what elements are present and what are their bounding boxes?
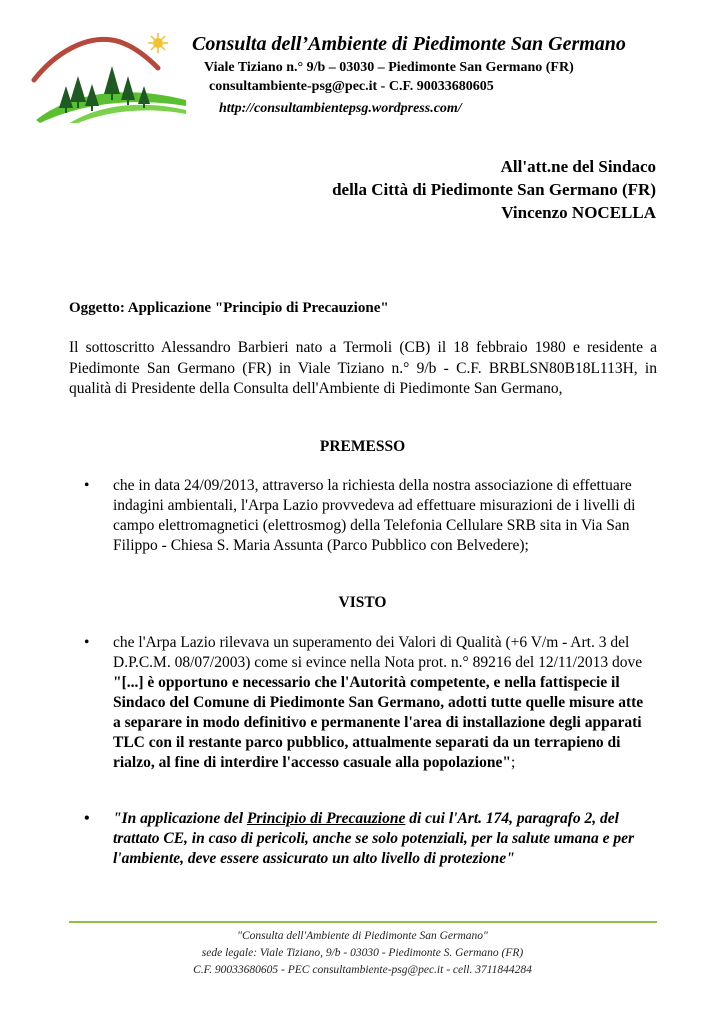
- bullet-icon: •: [84, 634, 90, 651]
- list-item: [84, 633, 650, 773]
- list-item-plain-text: che l'Arpa Lazio rilevava un superamento dei Valori di Qualità (+6 V/m - Art. 3 del D.P.C.M. 08/07/2003) come si evince nella Nota prot. n.° 89216 del 12/11/2013 dove: [113, 634, 643, 671]
- letterhead-address: Viale Tiziano n.° 9/b – 03030 – Piedimonte San Germano (FR): [204, 60, 574, 75]
- addressee-line: della Città di Piedimonte San Germano (FR): [332, 180, 656, 199]
- footer: [0, 928, 725, 979]
- list-item-text: [113, 809, 650, 869]
- quote-start: "In applicazione del: [113, 810, 247, 827]
- quoted-excerpt: "[...] è opportuno e necessario che l'Autorità competente, e nella fattispecie il Sindaco del Comune di Piedimonte San Germano, adotti tutte quelle misure atte a separare in modo definitivo e permanente l'area di installazione degli apparati TLC con il restante parco pubblico, attualmente separati da un terrapieno di rialzo, al fine di interdire l'accesso casuale alla popolazione": [113, 674, 644, 771]
- footer-line: sede legale: Viale Tiziano, 9/b - 03030 - Piedimonte S. Germano (FR): [201, 947, 524, 959]
- intro-paragraph: Il sottoscritto Alessandro Barbieri nato a Termoli (CB) il 18 febbraio 1980 e residente a Piedimonte San Germano (FR) in Viale Tiziano n.° 9/b - C.F. BRBLSN80B18L113H, in qualità di Presidente della Consulta dell'Ambiente di Piedimonte San Germano,: [69, 339, 657, 397]
- addressee-block: [332, 155, 656, 224]
- section-heading-visto: VISTO: [338, 594, 387, 611]
- bullet-icon: •: [84, 477, 90, 494]
- footer-line: C.F. 90033680605 - PEC consultambiente-psg@pec.it - cell. 3711844284: [193, 964, 532, 976]
- footer-line: "Consulta dell'Ambiente di Piedimonte San Germano": [237, 930, 488, 942]
- letterhead-title: Consulta dell’Ambiente di Piedimonte San Germano: [192, 33, 626, 55]
- list-item-end: ;: [510, 754, 516, 771]
- bullet-icon: •: [84, 810, 90, 827]
- underlined-term: Principio di Precauzione: [246, 810, 406, 827]
- list-item: [84, 809, 650, 869]
- letterhead-website: http://consultambientepsg.wordpress.com/: [219, 101, 462, 116]
- logo-mountain-trees-sun-icon: [30, 28, 190, 123]
- list-item-text: [113, 633, 650, 773]
- addressee-line: Vincenzo NOCELLA: [501, 203, 656, 222]
- footer-divider: [69, 921, 657, 923]
- letterhead-email-cf: consultambiente-psg@pec.it - C.F. 90033680605: [209, 79, 494, 94]
- addressee-line: All'att.ne del Sindaco: [500, 157, 656, 176]
- quote-rest: di cui l'Art. 174, paragrafo 2, del trattato CE, in caso di pericoli, anche se solo potenziali, per la salute umana e per l'ambiente, deve essere assicurato un alto livello di protezione": [113, 810, 634, 867]
- section-heading-premesso: PREMESSO: [319, 438, 406, 455]
- subject-line: Oggetto: Applicazione "Principio di Precauzione": [69, 300, 389, 316]
- list-item-text: che in data 24/09/2013, attraverso la richiesta della nostra associazione di effettuare indagini ambientali, l'Arpa Lazio provvedeva ad effettuare misurazioni de i livelli di campo elettromagnetici (elettrosmog) della Telefonia Cellulare SRB sita in Via San Filippo - Chiesa S. Maria Assunta (Parco Pubblico con Belvedere);: [113, 477, 636, 554]
- list-item: [84, 476, 650, 556]
